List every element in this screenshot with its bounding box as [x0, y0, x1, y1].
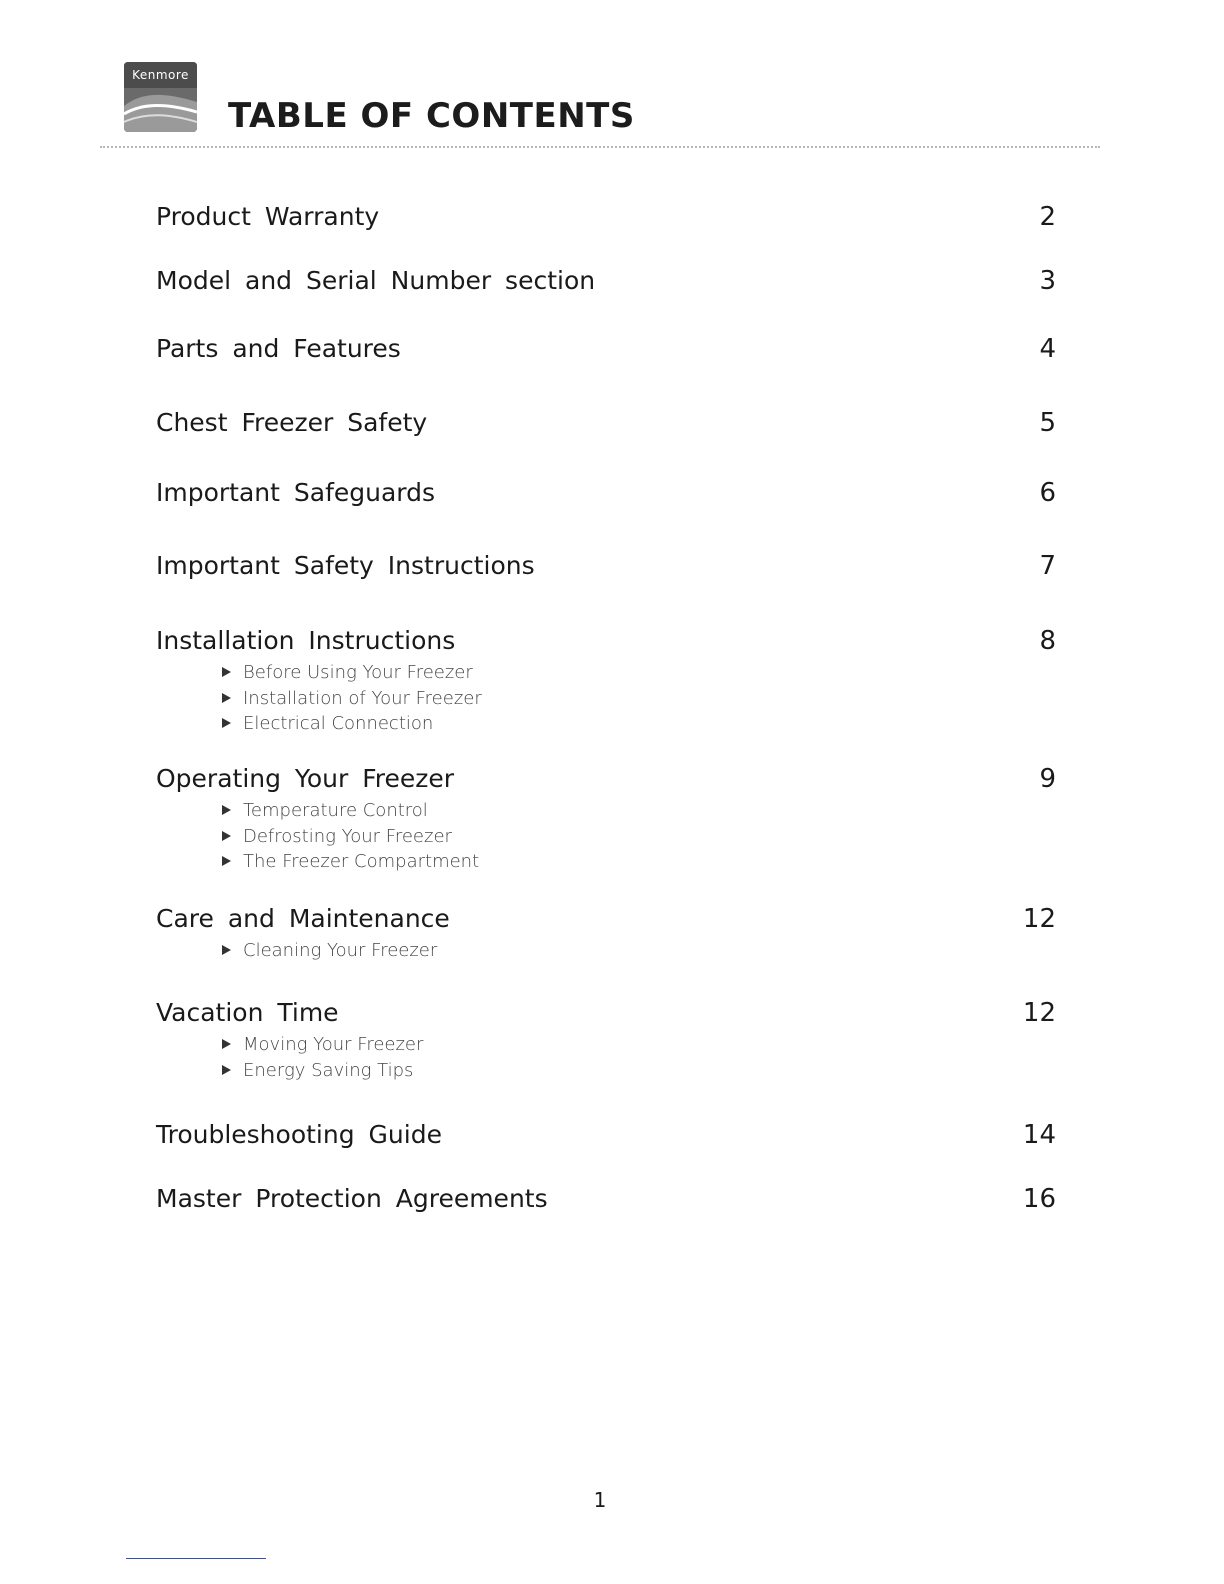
header-divider: [100, 146, 1100, 148]
toc-entry: [156, 551, 1056, 581]
toc-entry-page: 6: [1039, 478, 1056, 508]
toc-entry-page: 4: [1039, 334, 1056, 364]
toc-subsection-list: [222, 660, 1056, 737]
toc-entry-title: Troubleshooting Guide: [156, 1120, 442, 1149]
toc-entry-page: 14: [1022, 1120, 1056, 1150]
arrow-bullet-icon: [222, 856, 231, 866]
arrow-bullet-icon: [222, 693, 231, 703]
toc-entry: [156, 266, 1056, 296]
toc-entry: [156, 764, 1056, 875]
toc-subsection-list: [222, 1032, 1056, 1083]
toc-subsection: [222, 660, 1056, 686]
arrow-bullet-icon: [222, 831, 231, 841]
toc-entry-title: Care and Maintenance: [156, 904, 450, 933]
toc-entry-title: Product Warranty: [156, 202, 380, 231]
toc-subsection-label: Moving Your Freezer: [243, 1034, 424, 1055]
toc-subsection: [222, 711, 1056, 737]
footer-line: [126, 1558, 266, 1559]
page-number: 1: [593, 1488, 607, 1512]
toc-entry: [156, 904, 1056, 964]
toc-entry-title: Parts and Features: [156, 334, 401, 363]
toc-subsection-label: Energy Saving Tips: [243, 1059, 414, 1081]
toc-entry-title: Chest Freezer Safety: [156, 408, 428, 437]
toc-entry-page: 12: [1022, 998, 1056, 1028]
page-title: TABLE OF CONTENTS: [228, 96, 635, 136]
toc-entry-page: 9: [1039, 764, 1056, 794]
toc-subsection-label: Temperature Control: [243, 800, 428, 821]
arrow-bullet-icon: [222, 1039, 231, 1049]
toc-subsection-label: Electrical Connection: [243, 713, 434, 734]
toc-entry-page: 8: [1039, 626, 1056, 656]
toc-subsection: [222, 686, 1056, 712]
toc-entry-page: 5: [1039, 408, 1056, 438]
toc-entry-page: 12: [1022, 904, 1056, 934]
toc-entry-page: 2: [1039, 202, 1056, 232]
kenmore-logo: [124, 62, 197, 132]
toc-subsection-label: Before Using Your Freezer: [243, 662, 473, 683]
toc-entry-title: Important Safety Instructions: [156, 551, 535, 580]
toc-entry: [156, 1184, 1056, 1214]
toc-entry: [156, 408, 1056, 438]
toc-subsection-label: The Freezer Compartment: [243, 851, 480, 872]
toc-entry-page: 16: [1022, 1184, 1056, 1214]
toc-subsection: [222, 798, 1056, 824]
toc-entry-title: Master Protection Agreements: [156, 1184, 548, 1213]
toc-subsection: [222, 1058, 1056, 1084]
toc-entry: [156, 334, 1056, 364]
toc-subsection-list: [222, 798, 1056, 875]
toc-entry: [156, 202, 1056, 232]
toc-entry-title: Vacation Time: [156, 998, 339, 1027]
toc-entry-page: 7: [1039, 551, 1056, 581]
toc-entry: [156, 626, 1056, 737]
toc-subsection-label: Installation of Your Freezer: [243, 687, 482, 709]
arrow-bullet-icon: [222, 805, 231, 815]
arrow-bullet-icon: [222, 1065, 231, 1075]
toc-entry-title: Model and Serial Number section: [156, 266, 596, 295]
arrow-bullet-icon: [222, 718, 231, 728]
arrow-bullet-icon: [222, 945, 231, 955]
toc-subsection: [222, 824, 1056, 850]
logo-text: Kenmore: [132, 68, 189, 82]
toc-subsection-label: Defrosting Your Freezer: [243, 825, 452, 847]
arrow-bullet-icon: [222, 667, 231, 677]
toc-entry-title: Operating Your Freezer: [156, 764, 455, 793]
toc-subsection: [222, 849, 1056, 875]
toc-entry: [156, 998, 1056, 1083]
toc-subsection: [222, 1032, 1056, 1058]
toc-entry: [156, 478, 1056, 508]
page-header: [124, 62, 1104, 152]
toc-entry-title: Important Safeguards: [156, 478, 436, 507]
toc-subsection: [222, 938, 1056, 964]
toc-subsection-list: [222, 938, 1056, 964]
toc-entry-title: Installation Instructions: [156, 626, 456, 655]
toc-entry-page: 3: [1039, 266, 1056, 296]
toc-subsection-label: Cleaning Your Freezer: [243, 940, 438, 961]
toc-entry: [156, 1120, 1056, 1150]
